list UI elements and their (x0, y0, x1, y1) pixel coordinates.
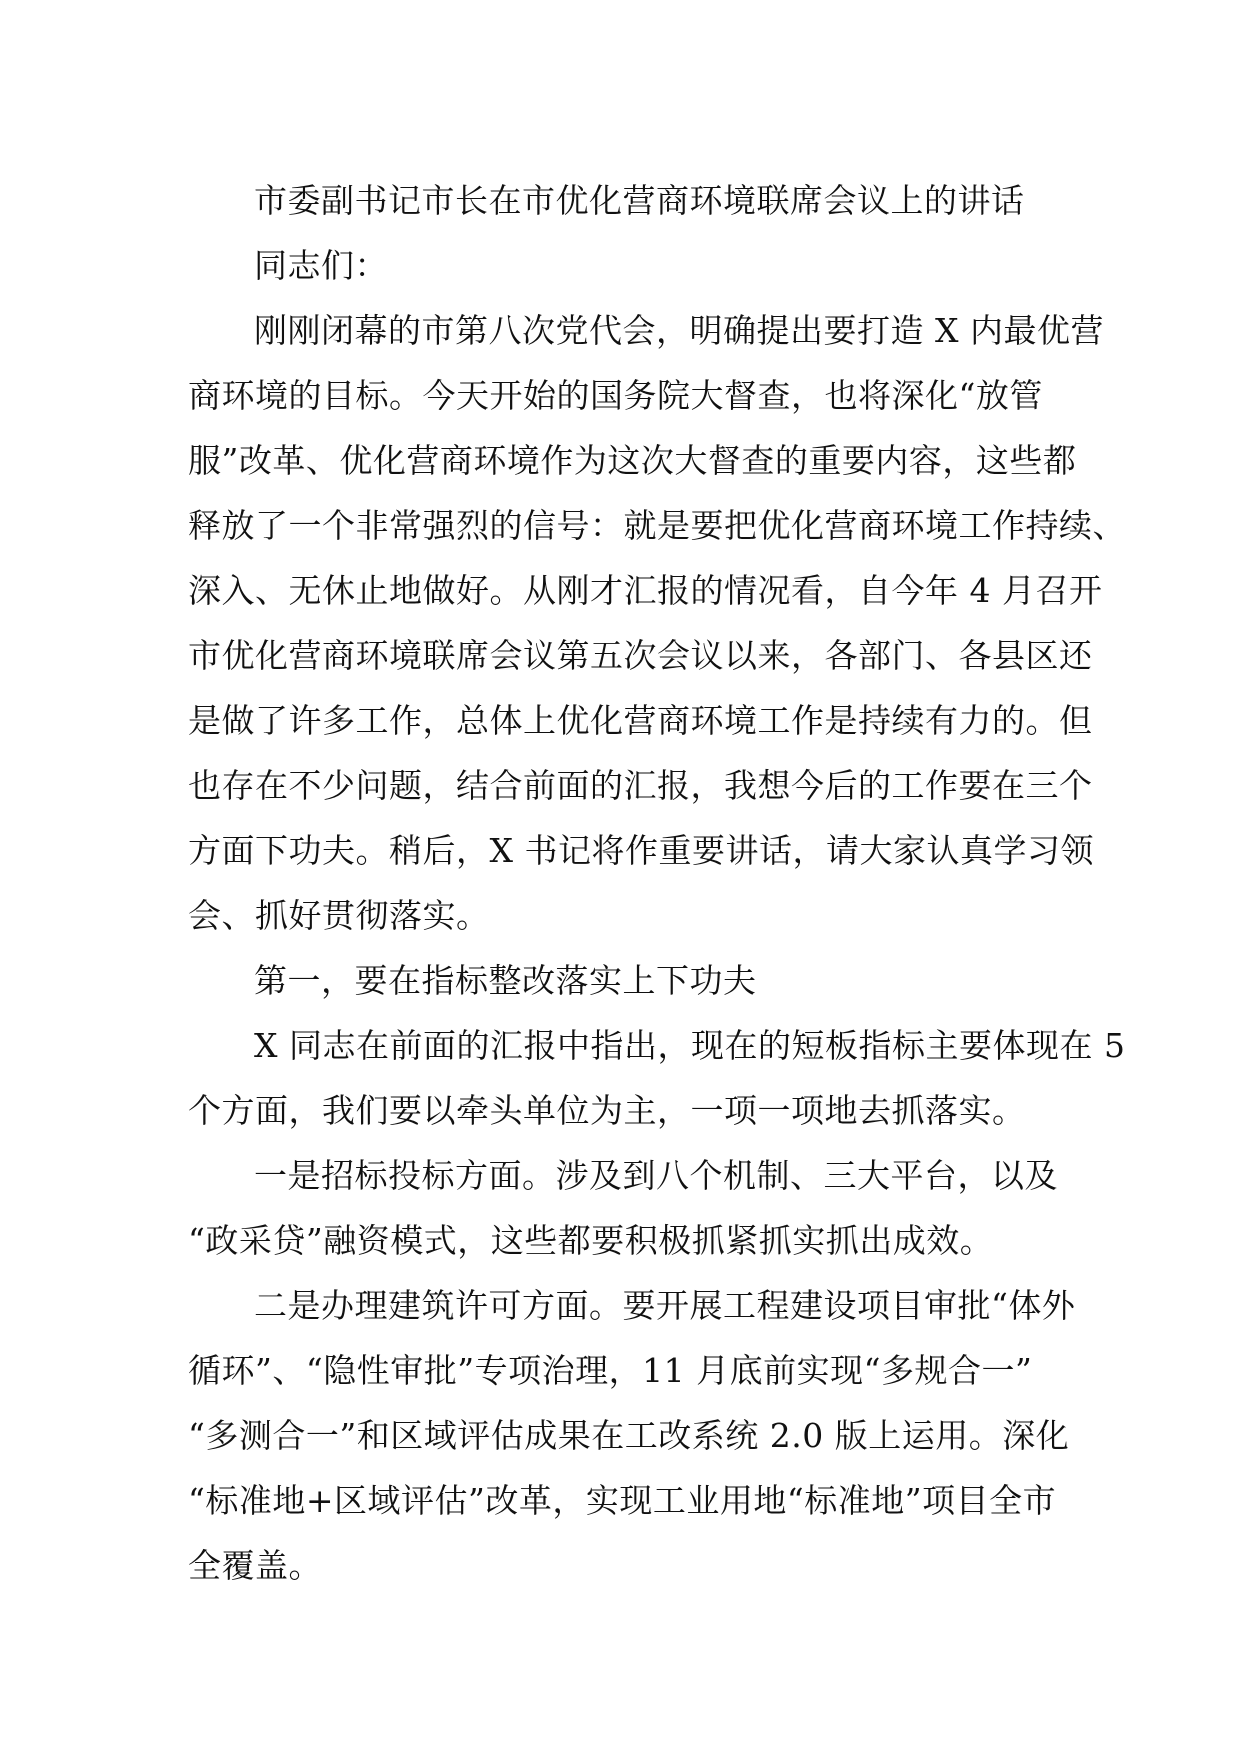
paragraph-bidding (188, 1143, 1068, 1273)
paragraph-line: “多测合一”和区域评估成果在工改系统 2.0 版上运用。深化 (188, 1416, 1070, 1455)
paragraph-building-permit (188, 1273, 1076, 1598)
paragraph-line: 方面下功夫。稍后，X 书记将作重要讲话，请大家认真学习领 (188, 831, 1094, 870)
paragraph-line: 一是招标投标方面。涉及到八个机制、三大平台，以及 (254, 1156, 1058, 1195)
paragraph-line: X 同志在前面的汇报中指出，现在的短板指标主要体现在 5 (254, 1026, 1126, 1065)
paragraph-line: 释放了一个非常强烈的信号：就是要把优化营商环境工作持续、 (188, 506, 1126, 545)
document-page (188, 168, 1126, 1598)
section-heading-1 (188, 948, 1068, 1013)
paragraph-intro (188, 298, 1126, 948)
title-line: 市委副书记市长在市优化营商环境联席会议上的讲话 (254, 181, 1025, 220)
paragraph-line: 循环”、“隐性审批”专项治理，11 月底前实现“多规合一” (188, 1351, 1033, 1390)
paragraph-line: 深入、无休止地做好。从刚才汇报的情况看，自今年 4 月召开 (188, 571, 1103, 610)
paragraph-line: 也存在不少问题，结合前面的汇报，我想今后的工作要在三个 (188, 766, 1093, 805)
paragraph-line: 是做了许多工作，总体上优化营商环境工作是持续有力的。但 (188, 701, 1093, 740)
paragraph-line: 刚刚闭幕的市第八次党代会，明确提出要打造 X 内最优营 (254, 311, 1104, 350)
paragraph-shortboards (188, 1013, 1126, 1143)
paragraph-line: 个方面，我们要以牵头单位为主，一项一项地去抓落实。 (188, 1091, 1026, 1130)
salutation (188, 233, 1068, 298)
paragraph-line: 服”改革、优化营商环境作为这次大督查的重要内容，这些都 (188, 441, 1077, 480)
salutation-line: 同志们： (254, 246, 388, 285)
heading-line: 第一，要在指标整改落实上下功夫 (254, 961, 757, 1000)
document-title (188, 168, 1068, 233)
paragraph-line: 市优化营商环境联席会议第五次会议以来，各部门、各县区还 (188, 636, 1093, 675)
paragraph-line: “政采贷”融资模式，这些都要积极抓紧抓实抓出成效。 (188, 1221, 994, 1260)
paragraph-line: “标准地+区域评估”改革，实现工业用地“标准地”项目全市 (188, 1481, 1057, 1520)
paragraph-line: 会、抓好贯彻落实。 (188, 896, 490, 935)
paragraph-line: 商环境的目标。今天开始的国务院大督查，也将深化“放管 (188, 376, 1043, 415)
paragraph-line: 二是办理建筑许可方面。要开展工程建设项目审批“体外 (254, 1286, 1076, 1325)
paragraph-line: 全覆盖。 (188, 1546, 322, 1585)
